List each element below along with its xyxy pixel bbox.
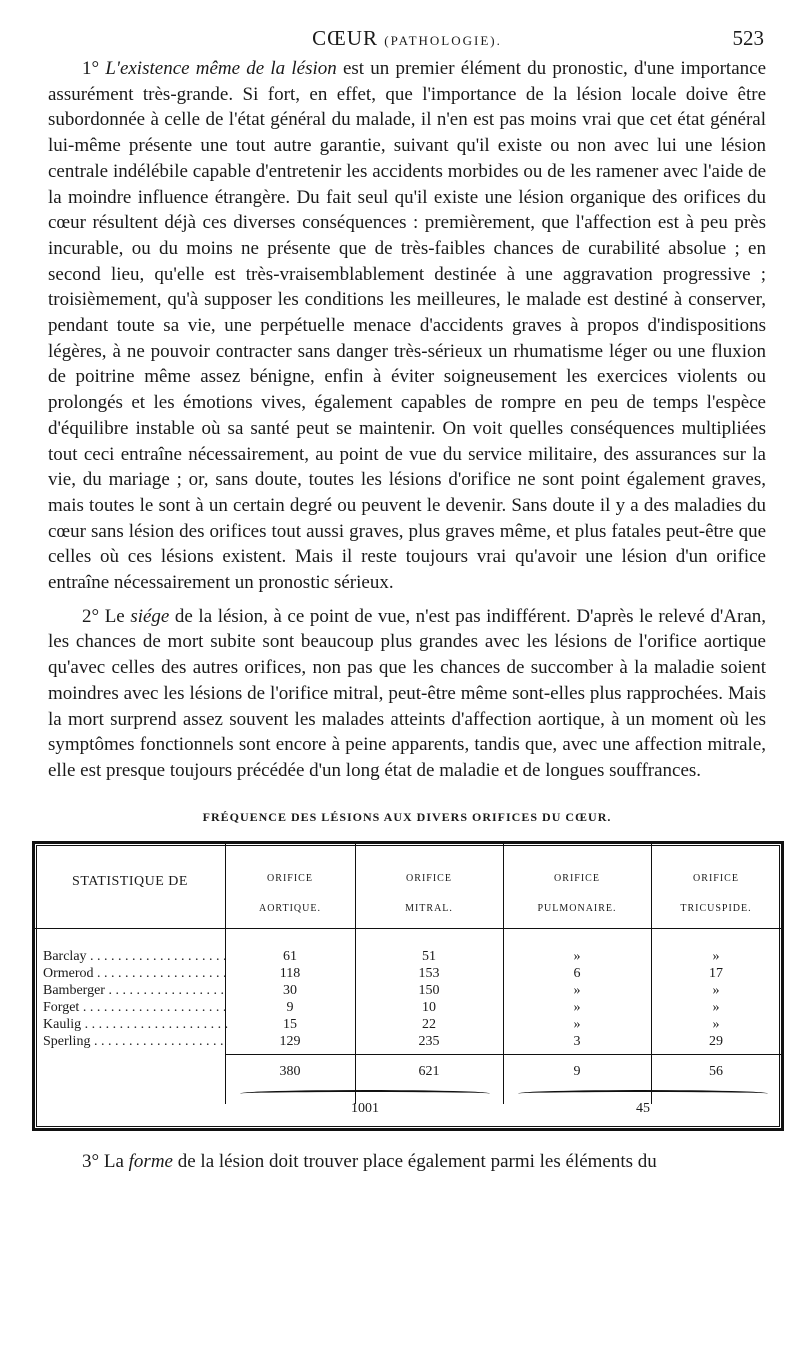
cell-aortique: 118 xyxy=(279,965,301,981)
cell-tricuspide: 29 xyxy=(709,1033,723,1049)
page xyxy=(43,0,767,1174)
running-title xyxy=(48,26,766,51)
cell-tricuspide: » xyxy=(712,982,720,998)
cell-pulmonaire: 3 xyxy=(573,1033,581,1049)
cell-pulmonaire: » xyxy=(573,1016,581,1032)
frequency-table xyxy=(32,841,784,1131)
table-row xyxy=(35,999,781,1016)
row-name: Kaulig . . . xyxy=(43,1016,228,1033)
paragraph-2-lead: Le xyxy=(104,605,125,627)
cell-mitral: 51 xyxy=(422,948,436,964)
total-aortique: 380 xyxy=(279,1063,301,1079)
paragraph-3-num: 3° xyxy=(82,1150,100,1172)
paragraph-2-em: siége xyxy=(130,605,170,627)
paragraph-3-em: forme xyxy=(128,1150,173,1172)
total-pulmonaire: 9 xyxy=(573,1063,581,1079)
table-caption: FRÉQUENCE DES LÉSIONS AUX DIVERS ORIFICES DU CŒUR. xyxy=(202,809,612,824)
header-aortique-l1: ORIFICE xyxy=(267,872,313,884)
sum-rule xyxy=(225,1054,781,1055)
table-row xyxy=(35,982,781,999)
cell-mitral: 22 xyxy=(422,1016,436,1032)
row-name: Barclay . . . xyxy=(43,948,228,965)
header-mitral-l2: MITRAL. xyxy=(405,902,453,914)
table-row xyxy=(35,965,781,982)
paragraph-1-text: est un premier élément du pronostic, d'une importance assurément très-grande. Si fort, en effet, que l'importance de la lésion locale doive être subordonnée à celle de l'état général du malade, il n'en est pas moins vrai que cet état général lui-même présente une tout autre garantie, suivant qu'il existe ou non avec lui une lésion centrale indélébile capable d'entretenir les accidents morbides ou de les ramener avec l'aide de la moindre influence étrangère. Du fait seul qu'il existe une lésion organique des orifices du cœur résultent déjà ces diverses conséquences : premièrement, que l'affection est à peu près incurable, ou du moins ne présente que de très-faibles chances de curabilité absolue ; en second lieu, qu'elle est très-vraisemblablement destinée à une aggravation progressive ; troisièmement, qu'à supposer les conditions les meilleures, le malade est destiné à conserver, pendant toute sa vie, une perpétuelle menace d'accidents graves à propos d'indispositions légères, à ne pouvoir contracter sans danger très-sérieux un rhumatisme léger ou une fluxion de poitrine même assez bénigne, enfin à éviter soigneusement les exercices violents ou prolongés et les émotions vives, également capables de rompre en peu de temps l'espèce d'équilibre instable où sa santé peut se maintenir. On voit quelles conséquences multipliées tout ceci entraîne nécessairement, au point de vue du service militaire, des assurances sur la vie, du mariage ; or, sans doute, toutes les lésions d'orifice ne sont point également graves, mais toutes le sont à un certain degré ou peuvent le devenir. Sans doute il y a des maladies du cœur sans lésion des orifices tout aussi graves, plus graves même, et plus fatales peut-être que celles où ces lésions existent. Mais il reste toujours vrai qu'avoir une lésion d'un orifice entraîne nécessairement un pronostic sérieux. xyxy=(48,58,766,594)
header-pulmonaire xyxy=(503,864,651,924)
grand-totals-row xyxy=(35,1100,781,1117)
cell-mitral: 10 xyxy=(422,999,436,1015)
grand-total-aortique-mitral: 1001 xyxy=(351,1100,379,1116)
row-name: Sperling . . . xyxy=(43,1033,228,1050)
header-pulmonaire-l2: PULMONAIRE. xyxy=(537,902,617,914)
header-pulmonaire-l1: ORIFICE xyxy=(554,872,600,884)
table-header xyxy=(35,844,781,929)
cell-aortique: 129 xyxy=(279,1033,301,1049)
grand-total-pulmonaire-tricuspide: 45 xyxy=(636,1100,650,1116)
cell-pulmonaire: » xyxy=(573,982,581,998)
paragraph-2 xyxy=(48,604,766,784)
paragraph-1 xyxy=(48,56,766,596)
table-row xyxy=(35,1016,781,1033)
header-mitral-l1: ORIFICE xyxy=(406,872,452,884)
cell-tricuspide: » xyxy=(712,1016,720,1032)
paragraph-1-num: 1° xyxy=(82,58,100,79)
cell-aortique: 15 xyxy=(283,1016,297,1032)
totals-row xyxy=(35,1063,781,1080)
table-row xyxy=(35,1033,781,1050)
cell-tricuspide: » xyxy=(712,948,720,964)
cell-aortique: 61 xyxy=(283,948,297,964)
paragraph-2-num: 2° xyxy=(82,605,100,627)
cell-mitral: 153 xyxy=(418,965,440,981)
cell-pulmonaire: 6 xyxy=(573,965,581,981)
paragraph-3-text: de la lésion doit trouver place également parmi les éléments du xyxy=(172,1150,657,1172)
row-name: Ormerod . . . xyxy=(43,965,228,982)
header-aortique xyxy=(225,864,355,924)
paragraph-2-text: de la lésion, à ce point de vue, n'est pas indifférent. D'après le relevé d'Aran, les chances de mort subite sont beaucoup plus grandes avec les lésions de l'orifice aortique qu'avec celles des autres orifices, non pas que les chances de succomber à la maladie soient moindres avec les lésions de l'orifice mitral, peut-être même sont-elles plus rapprochées. Mais la mort surprend assez souvent les malades atteints d'affection aortique, à un moment où les symptômes fonctionnels sont encore à peine apparents, tandis que, avec une affection mitrale, elle est presque toujours précédée d'un long état de maladie et de longues souffrances. xyxy=(48,605,767,781)
header-statistique: STATISTIQUE DE xyxy=(72,873,188,889)
cell-pulmonaire: » xyxy=(573,948,581,964)
paragraph-3-lead: La xyxy=(103,1150,124,1172)
table-row xyxy=(35,948,781,965)
header-subtitle: (PATHOLOGIE). xyxy=(384,33,502,48)
cell-aortique: 9 xyxy=(286,999,294,1015)
cell-mitral: 235 xyxy=(418,1033,440,1049)
header-mitral xyxy=(355,864,503,924)
total-mitral: 621 xyxy=(418,1063,440,1079)
cell-tricuspide: 17 xyxy=(709,965,723,981)
page-number: 523 xyxy=(732,26,764,50)
cell-aortique: 30 xyxy=(283,982,297,998)
paragraph-3 xyxy=(48,1149,766,1175)
header-tricuspide-l1: ORIFICE xyxy=(693,872,739,884)
paragraph-1-lead: L'existence même de la lésion xyxy=(105,58,337,79)
header-tricuspide xyxy=(651,864,781,924)
cell-tricuspide: » xyxy=(712,999,720,1015)
row-name: Forget . . . xyxy=(43,999,228,1016)
header-tricuspide-l2: TRICUSPIDE. xyxy=(680,902,752,914)
header-aortique-l2: AORTIQUE. xyxy=(258,902,321,914)
cell-mitral: 150 xyxy=(418,982,440,998)
running-head xyxy=(48,0,766,56)
header-title: CŒUR xyxy=(312,26,378,50)
total-tricuspide: 56 xyxy=(709,1063,723,1079)
cell-pulmonaire: » xyxy=(573,999,581,1015)
brace-right xyxy=(518,1090,768,1097)
brace-left xyxy=(240,1090,490,1097)
row-name: Bamberger . . . xyxy=(43,982,228,999)
